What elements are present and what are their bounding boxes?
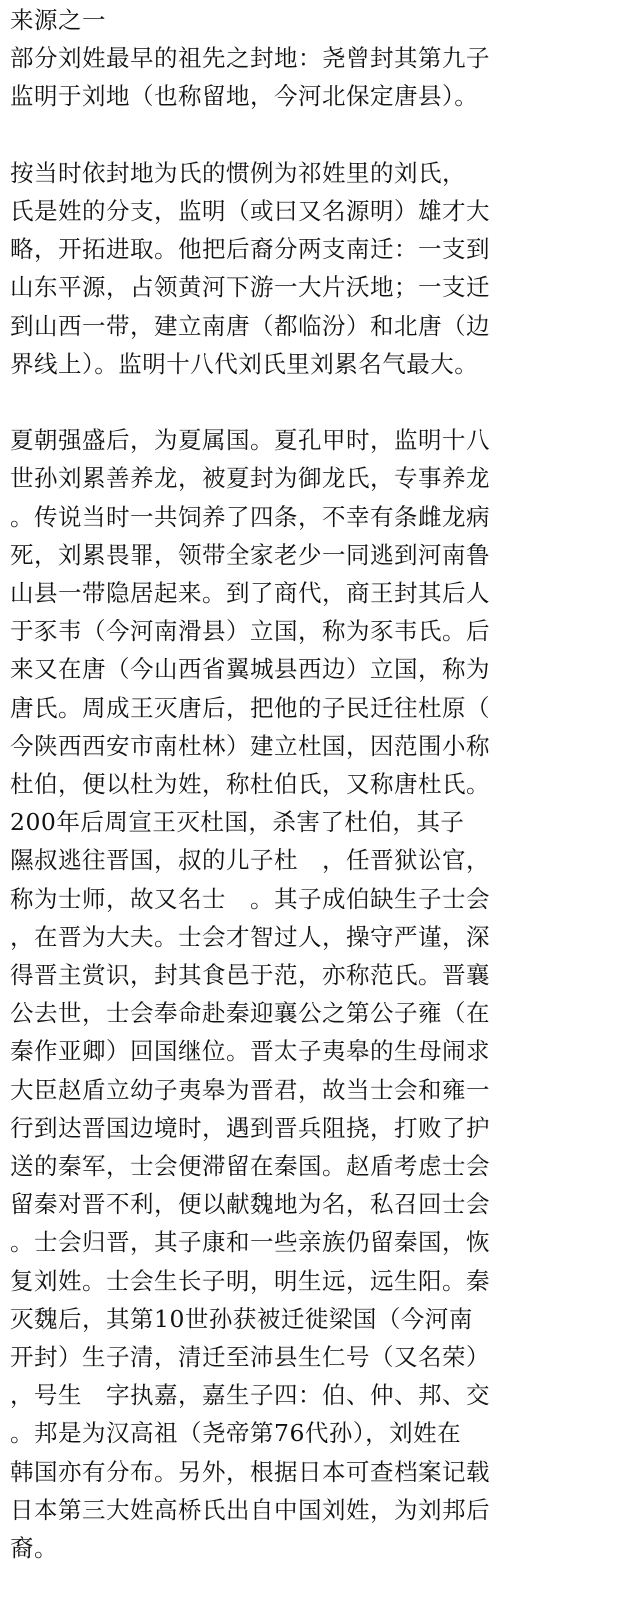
text-line: 唐氏。周成王灭唐后，把他的子民迁往杜原（ [10,693,490,722]
text-line: 大臣赵盾立幼子夷皋为晋君，故当士会和雍一 [10,1075,490,1104]
text-line: 开封）生子清，清迁至沛县生仁号（又名荣） [10,1343,490,1371]
text-line: ，在晋为大夫。士会才智过人，操守严谨，深 [10,922,490,951]
text-line: 称为士师，故又名士 。其子成伯缺生子士会 [10,884,490,913]
text-line: 复刘姓。士会生长子明，明生远，远生阳。秦 [10,1266,490,1295]
text-line: 韩国亦有分布。另外，根据日本可查档案记载 [10,1457,490,1486]
text-line: 山东平源，占领黄河下游一大片沃地；一支迁 [10,273,490,302]
text-line: 来源之一 [10,6,106,34]
text-line: ，号生 字执嘉，嘉生子四：伯、仲、邦、交 [10,1381,490,1410]
text-line: 今陕西西安市南杜林）建立杜国，因范围小称 [10,731,490,760]
text-line: 200年后周宣王灭杜国，杀害了杜伯，其子 [10,808,465,837]
text-line [10,117,635,153]
text-line: 部分刘姓最早的祖先之封地：尧曾封其第九子 [10,44,490,73]
text-line: 按当时依封地为氏的惯例为祁姓里的刘氏， [10,158,466,187]
text-line: 隰叔逃往晋国，叔的儿子杜 ，任晋狱讼官， [10,846,490,875]
text-line: 监明于刘地（也称留地，今河北保定唐县）。 [10,82,479,111]
text-line: 于豕韦（今河南滑县）立国，称为豕韦氏。后 [10,617,490,646]
text-line: 秦作亚卿）回国继位。晋太子夷皋的生母闹求 [10,1037,490,1066]
text-line: 略，开拓进取。他把后裔分两支南迁：一支到 [10,235,490,264]
text-line: 死，刘累畏罪，领带全家老少一同逃到河南鲁 [10,540,490,569]
text-line [10,384,635,420]
text-line: 杜伯，便以杜为姓，称杜伯氏，又称唐杜氏。 [10,770,490,798]
text-line: 送的秦军，士会便滞留在秦国。赵盾考虑士会 [10,1152,490,1180]
text-line: 灭魏后，其第10世孙获被迁徙梁国（今河南 [10,1304,473,1333]
text-line: 公去世，士会奉命赴秦迎襄公之第公子雍（在 [10,999,490,1028]
text-line: 得晋主赏识，封其食邑于范，亦称范氏。晋襄 [10,961,490,989]
text-line: 留秦对晋不利，便以献魏地为名，私召回士会 [10,1190,490,1219]
text-line: 。士会归晋，其子康和一些亲族仍留秦国，恢 [10,1228,490,1257]
text-line: 到山西一带，建立南唐（都临汾）和北唐（边 [10,311,490,340]
text-line: 山县一带隐居起来。到了商代，商王封其后人 [10,579,490,607]
text-line: 界线上）。监明十八代刘氏里刘累名气最大。 [10,349,479,378]
text-line: 来又在唐（今山西省翼城县西边）立国，称为 [10,655,490,684]
text-line: 夏朝强盛后，为夏属国。夏孔甲时，监明十八 [10,426,490,455]
text-line: 氏是姓的分支，监明（或曰又名源明）雄才大 [10,197,490,225]
text-line: 。邦是为汉高祖（尧帝第76代孙），刘姓在 [10,1419,462,1448]
text-line: 世孙刘累善养龙，被夏封为御龙氏，专事养龙 [10,464,490,493]
text-line: 裔。 [10,1534,58,1562]
text-line: 日本第三大姓高桥氏出自中国刘姓，为刘邦后 [10,1495,490,1524]
text-line: 。传说当时一共饲养了四条，不幸有条雌龙病 [10,502,490,531]
text-line: 行到达晋国边境时，遇到晋兵阻挠，打败了护 [10,1113,490,1142]
